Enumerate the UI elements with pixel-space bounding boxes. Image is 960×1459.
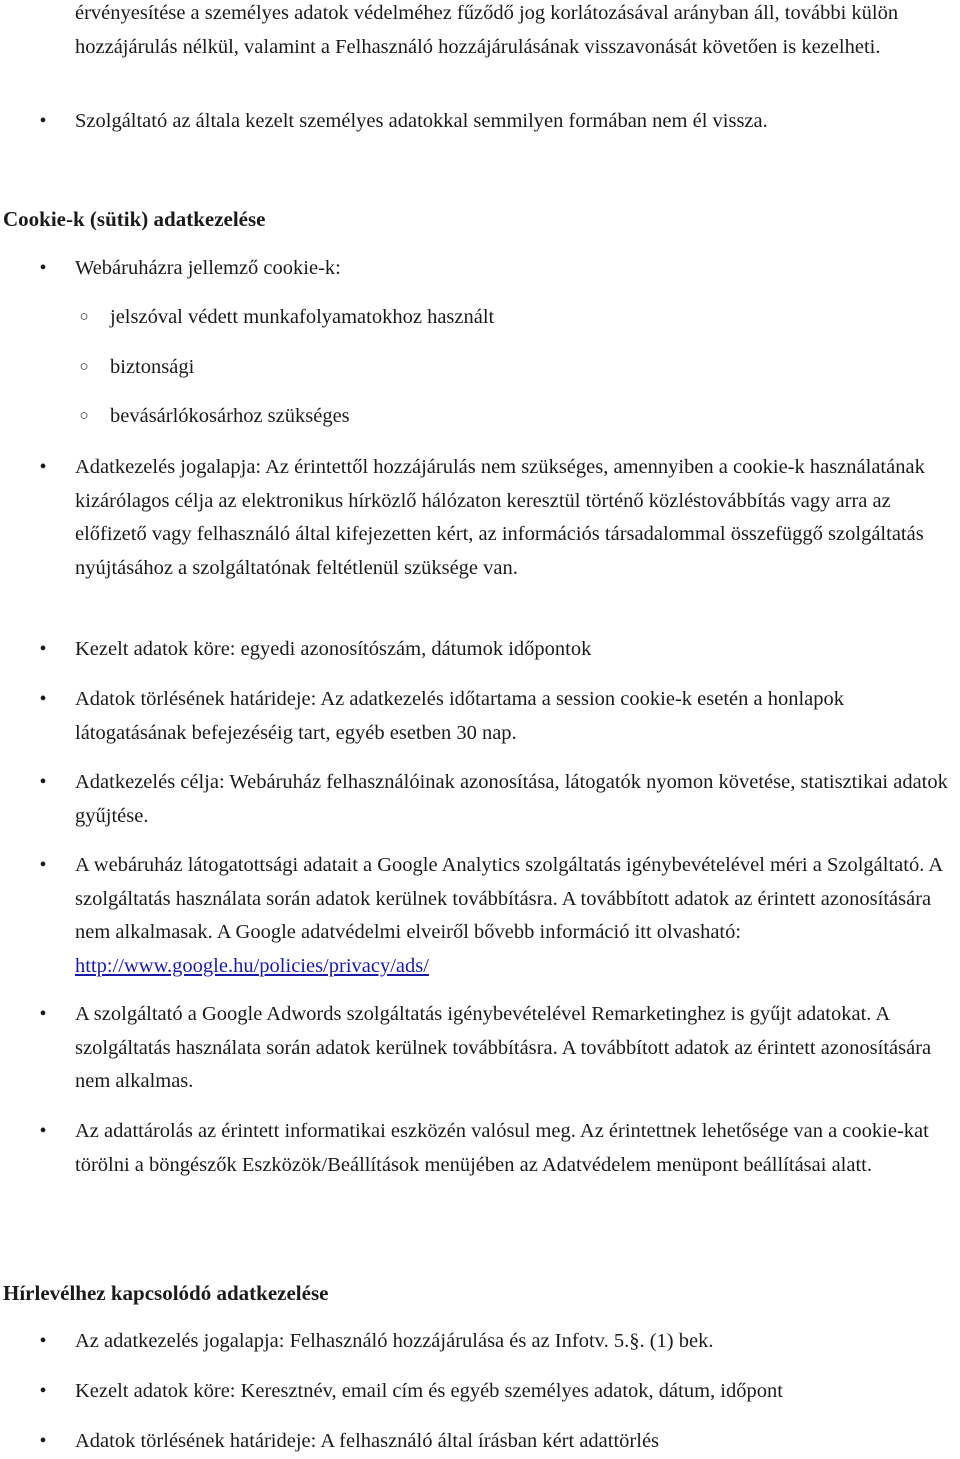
bullet-marker: •	[39, 456, 47, 478]
intro-bullet-text: Szolgáltató az általa kezelt személyes adatokkal semmilyen formában nem él vissza.	[75, 110, 768, 132]
cookie-section-heading: Cookie-k (sütik) adatkezelése	[3, 207, 266, 231]
newsletter-legal-basis: Az adatkezelés jogalapja: Felhasználó hozzájárulása és az Infotv. 5.§. (1) bek.	[75, 1330, 714, 1352]
sub-bullet-marker: ○	[79, 309, 89, 325]
sub-bullet-marker: ○	[79, 408, 89, 424]
google-privacy-link[interactable]: http://www.google.hu/policies/privacy/ads/	[75, 954, 429, 977]
bullet-marker: •	[39, 688, 47, 710]
bullet-marker: •	[39, 110, 47, 132]
bullet-marker: •	[39, 1120, 47, 1142]
bullet-marker: •	[39, 257, 47, 279]
cookie-type-item: biztonsági	[110, 356, 195, 378]
cookie-types-intro: Webáruházra jellemző cookie-k:	[75, 257, 341, 279]
sub-bullet-marker: ○	[79, 359, 89, 375]
cookie-storage-text: Az adattárolás az érintett informatikai eszközén valósul meg. Az érintettnek lehetősége van a cookie-kat törölni a böngészők Eszközök/Beállítások menüjében az Adatvédelem menüpont beállításai alatt.	[75, 1120, 929, 1176]
newsletter-deletion-deadline: Adatok törlésének határideje: A felhasználó által írásban kért adattörlés	[75, 1430, 660, 1452]
newsletter-data-scope: Kezelt adatok köre: Keresztnév, email cím és egyéb személyes adatok, dátum, időpont	[75, 1380, 783, 1402]
intro-continuation-text: érvényesítése a személyes adatok védelméhez fűződő jog korlátozásával arányban áll, további külön hozzájárulás nélkül, valamint a Felhasználó hozzájárulásának visszavonását követően is kezelheti.	[75, 2, 899, 58]
cookie-purpose: Adatkezelés célja: Webáruház felhasználóinak azonosítása, látogatók nyomon követése, statisztikai adatok gyűjtése.	[75, 771, 948, 827]
bullet-marker: •	[39, 1330, 47, 1352]
google-analytics-paragraph	[75, 849, 960, 983]
bullet-marker: •	[39, 638, 47, 660]
cookie-legal-basis: Adatkezelés jogalapja: Az érintettől hozzájárulás nem szükséges, amennyiben a cookie-k használatának kizárólagos célja az elektronikus hírközlő hálózaton keresztül történő közléstovábbítás vagy arra az előfizető vagy felhasználó által kifejezetten kért, az információs társadalommal összefüggő szolgáltatás nyújtásához a szolgáltatónak feltétlenül szüksége van.	[75, 456, 925, 579]
bullet-marker: •	[39, 1430, 47, 1452]
bullet-marker: •	[39, 1003, 47, 1025]
adwords-remarketing-text: A szolgáltató a Google Adwords szolgáltatás igénybevételével Remarketinghez is gyűjt adatokat. A szolgáltatás használata során adatok kerülnek továbbításra. A továbbított adatok az érintett azonosítására nem alkalmas.	[75, 1003, 932, 1092]
bullet-marker: •	[39, 771, 47, 793]
bullet-marker: •	[39, 854, 47, 876]
cookie-deletion-deadline: Adatok törlésének határideje: Az adatkezelés időtartama a session cookie-k esetén a honlapok látogatásának befejezéséig tart, egyéb esetben 30 nap.	[75, 688, 845, 744]
cookie-type-item: bevásárlókosárhoz szükséges	[110, 405, 350, 427]
cookie-data-scope: Kezelt adatok köre: egyedi azonosítószám, dátumok időpontok	[75, 638, 592, 660]
cookie-type-item: jelszóval védett munkafolyamatokhoz használt	[110, 306, 495, 328]
newsletter-section-heading: Hírlevélhez kapcsolódó adatkezelése	[3, 1281, 329, 1305]
bullet-marker: •	[39, 1380, 47, 1402]
google-analytics-text: A webáruház látogatottsági adatait a Google Analytics szolgáltatás igénybevételével méri a Szolgáltató. A szolgáltatás használata során adatok kerülnek továbbításra. A továbbított adatok az érintett azonosítására nem alkalmasak. A Google adatvédelmi elveiről bővebb információ itt olvasható:	[75, 854, 942, 943]
